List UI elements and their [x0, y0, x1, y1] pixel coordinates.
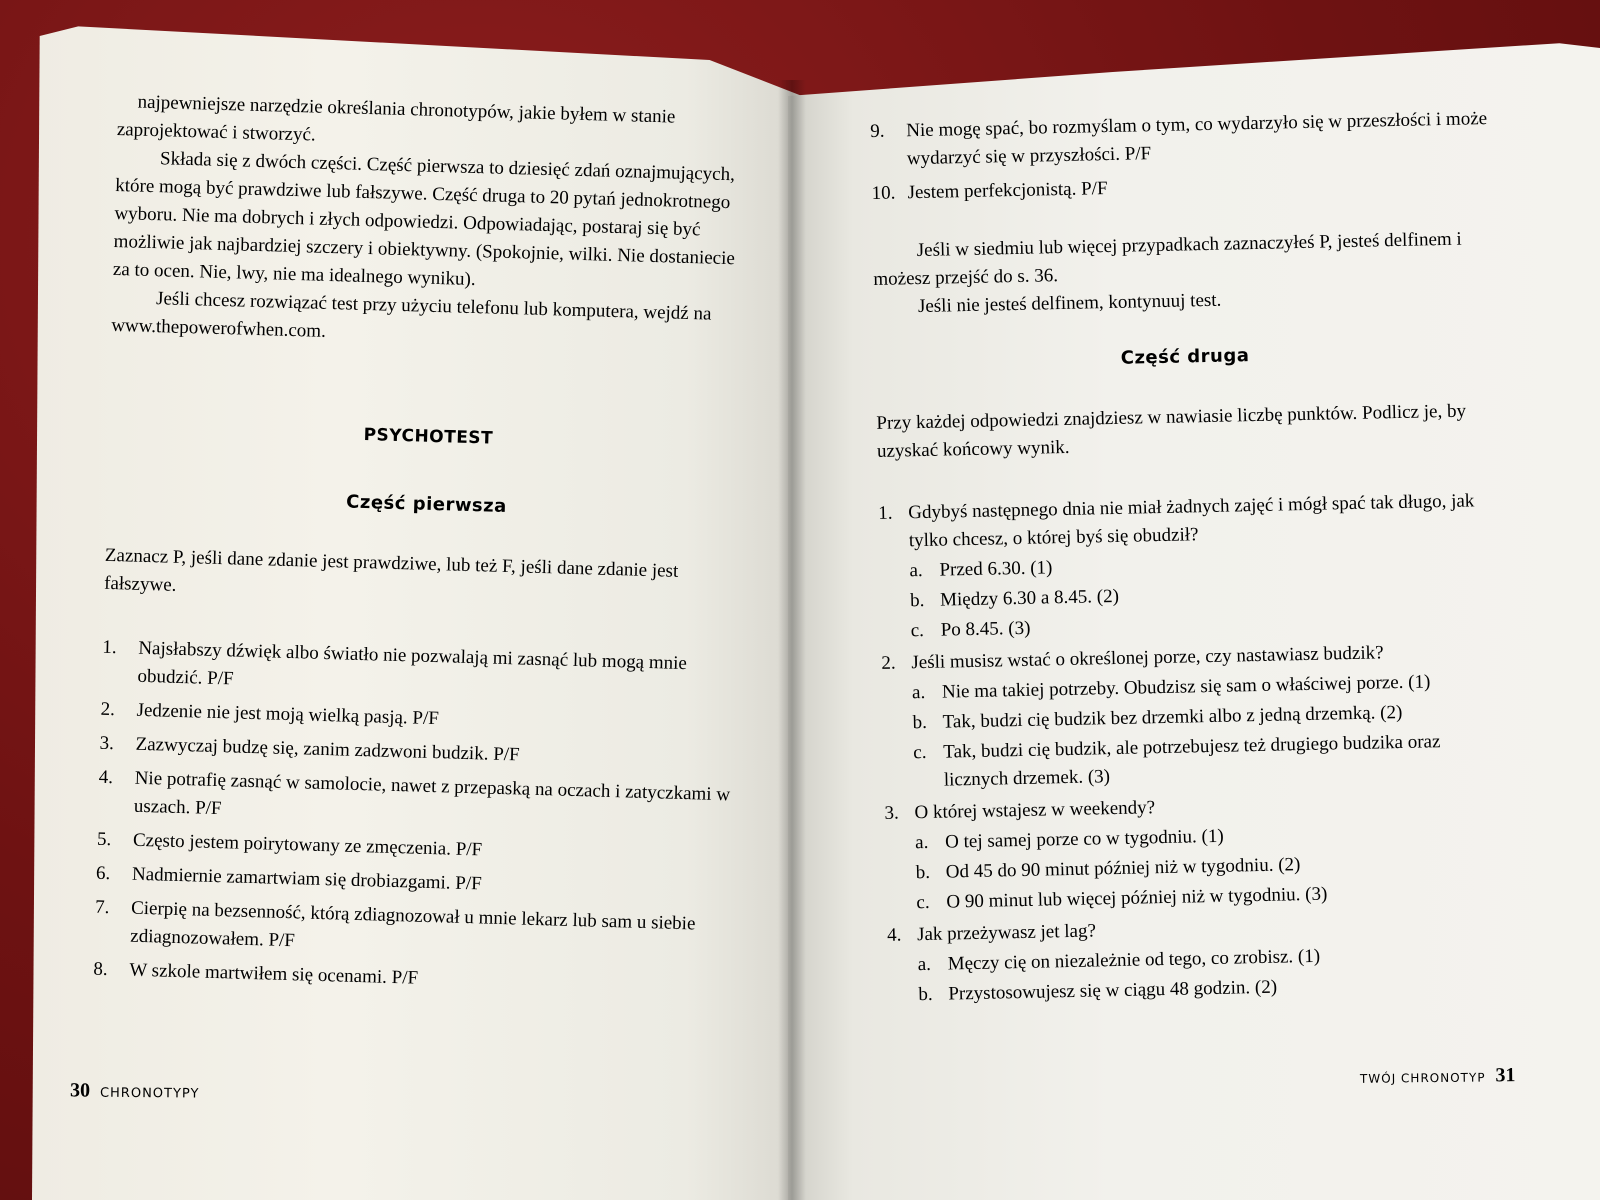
question-item — [887, 909, 1509, 1010]
statement-number: 1. — [102, 636, 117, 659]
question-number: 1. — [878, 502, 893, 524]
statement-number: 3. — [99, 732, 115, 755]
statement-text: Jestem perfekcjonistą. P/F — [907, 178, 1108, 204]
option-letter: b. — [918, 983, 933, 1006]
question-number: 2. — [881, 652, 896, 674]
option-text: Między 6.30 a 8.45. (2) — [939, 585, 1120, 611]
right-page-content — [870, 105, 1509, 1014]
intro-paragraph-3: Jeśli chcesz rozwiązać test przy użyciu telefonu lub komputera, wejdź na www.thepowerofwhen.com. — [111, 288, 712, 342]
option-text: Męczy cię on niezależnie od tego, co zrobisz. (1) — [947, 945, 1321, 975]
option-letter: a. — [917, 953, 932, 976]
question-number: 3. — [884, 802, 900, 824]
option-letter: a. — [909, 559, 923, 582]
statement-item — [101, 634, 742, 708]
option-text: Od 45 do 90 minut później niż w tygodniu. (2) — [945, 854, 1301, 883]
statement-number: 6. — [95, 862, 111, 885]
part-two-instruction: Przy każdej odpowiedzi znajdziesz w nawiasie liczbę punktów. Podlicz je, by uzyskać końcowy wynik. — [876, 400, 1467, 462]
statement-number: 7. — [94, 896, 110, 919]
option-letter: c. — [916, 891, 930, 914]
option-letter: a. — [911, 681, 926, 704]
statement-list-part-one — [93, 634, 743, 1002]
statement-item — [871, 167, 1491, 208]
left-page-footer — [70, 1079, 200, 1103]
option-text: Nie ma takiej potrzeby. Obudzisz się sam o właściwej porze. (1) — [941, 671, 1431, 703]
question-item — [878, 487, 1501, 646]
statement-text: Cierpię na bezsenność, którą zdiagnozował u mnie lekarz lub sam u siebie zdiagnozowałem. P/F — [130, 897, 696, 952]
right-page-footer — [1360, 1064, 1516, 1089]
option-letter: b. — [909, 589, 925, 612]
statement-text: Zazwyczaj budzę się, zanim zadzwoni budzik. P/F — [135, 733, 520, 766]
statement-item — [98, 764, 739, 838]
option-letter: c. — [910, 619, 925, 642]
result-dolphin-text: Jeśli w siedmiu lub więcej przypadkach zaznaczyłeś P, jesteś delfinem i możesz przejść do s. 36. — [873, 228, 1462, 290]
psychotest-title: PSYCHOTEST — [363, 424, 494, 449]
option-text: Przed 6.30. (1) — [939, 557, 1053, 581]
statement-number: 9. — [870, 120, 885, 142]
statement-number: 5. — [96, 828, 112, 851]
question-number: 4. — [886, 924, 902, 946]
book-gutter — [778, 80, 806, 1200]
option-text: O 90 minut lub więcej później niż w tygodniu. (3) — [946, 883, 1328, 913]
running-header-right: TWÓJ CHRONOTYP — [1359, 1070, 1486, 1086]
statement-number: 2. — [100, 698, 116, 721]
part-one-title: Część pierwsza — [345, 491, 508, 518]
option-text: Tak, budzi cię budzik bez drzemki albo z jedną drzemką. (2) — [942, 701, 1403, 733]
question-item — [881, 637, 1504, 796]
intro-paragraph-1: najpewniejsze narzędzie określania chronotypów, jakie byłem w stanie zaprojektować i stworzyć. — [116, 91, 676, 146]
statement-number: 8. — [93, 958, 108, 981]
question-text: Jak przeżywasz jet lag? — [916, 920, 1097, 946]
option-letter: c. — [913, 741, 927, 764]
intro-paragraph-2: Składa się z dwóch części. Część pierwsza to dziesięć zdań oznajmujących, które mogą być prawdziwe lub fałszywe. Część druga to 20 pytań jednokrotnego wyboru. Nie ma dobrych i złych odpowiedzi. Odpowiadając, postaraj się być możliwie jak najbardziej szczery i obiektywny. (Spokojnie, wilki. Nie dostaniecie za to ocen. Nie, lwy, nie ma idealnego wyniku). — [112, 148, 736, 291]
answer-options — [915, 817, 1507, 917]
statement-text: Często jestem poirytowany ze zmęczenia. P/F — [132, 829, 483, 861]
question-text: Jeśli musisz wstać o określonej porze, czy nastawiasz budzik? — [911, 642, 1384, 674]
continue-test-text: Jeśli nie jesteś delfinem, kontynuuj test. — [917, 289, 1222, 318]
answer-options — [917, 939, 1508, 1009]
question-text: Gdybyś następnego dnia nie miał żadnych zajęć i mógł spać tak długo, jak tylko chcesz, o której byś się obudził? — [908, 490, 1475, 552]
statement-text: Nie mogę spać, bo rozmyślam o tym, co wydarzyło się w przeszłości i może wydarzyć się w przyszłości. P/F — [906, 108, 1488, 170]
statement-list-continued — [870, 105, 1492, 208]
statement-text: Nie potrafię zasnąć w samolocie, nawet z przepaską na oczach i zatyczkami w uszach. P/F — [133, 767, 731, 820]
statement-text: Nadmiernie zamartwiam się drobiazgami. P/F — [131, 863, 483, 895]
page-number-left: 30 — [69, 1079, 91, 1102]
statement-text: Najsłabszy dźwięk albo światło nie pozwalają mi zasnąć lub mogą mnie obudzić. P/F — [137, 637, 688, 690]
question-item — [884, 787, 1506, 918]
option-text: Tak, budzi cię budzik, ale potrzebujesz też drugiego budzika oraz licznych drzemek. (3) — [943, 731, 1441, 791]
question-list-part-two — [878, 487, 1509, 1010]
part-two-title: Część druga — [1120, 345, 1250, 369]
running-header-left: CHRONOTYPY — [99, 1085, 200, 1102]
statement-number: 4. — [98, 766, 114, 789]
left-page-content — [93, 88, 758, 1008]
question-text: O której wstajesz w weekendy? — [914, 797, 1156, 824]
part-one-instruction: Zaznacz P, jeśli dane zdanie jest prawdziwe, lub też F, jeśli dane zdanie jest fałszywe. — [103, 544, 679, 596]
answer-option — [913, 727, 1504, 795]
option-letter: b. — [912, 711, 928, 734]
page-number-right: 31 — [1495, 1064, 1516, 1087]
option-letter: b. — [915, 861, 931, 884]
option-text: Po 8.45. (3) — [940, 617, 1031, 641]
option-text: O tej samej porze co w tygodniu. (1) — [944, 825, 1224, 853]
statement-number: 10. — [871, 182, 896, 204]
statement-item — [870, 105, 1491, 174]
answer-options — [912, 667, 1504, 795]
statement-text: W szkole martwiłem się ocenami. P/F — [129, 959, 419, 989]
option-letter: a. — [914, 831, 929, 854]
statement-text: Jedzenie nie jest moją wielką pasją. P/F — [136, 699, 440, 730]
option-text: Przystosowujesz się w ciągu 48 godzin. (2) — [948, 976, 1278, 1005]
answer-options — [909, 545, 1501, 645]
statement-item — [94, 894, 735, 968]
